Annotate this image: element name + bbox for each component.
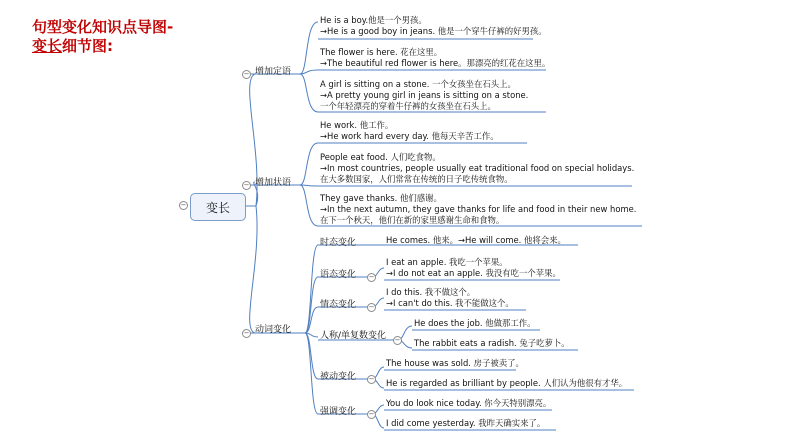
collapse-toggle-icon[interactable]: − [394,336,401,344]
leaf-passive-2: He is regarded as brilliant by people. 人们认为他很有才华。 [386,378,628,388]
leaf-emphasis-1: You do look nice today. 你今天特别漂亮。 [386,398,552,408]
leaf-adv-3: They gave thanks. 他们感谢。 →In the next autumn, they gave thanks for life and food in their new home. 在下一个秋天，他们在新的家里感谢生命和食物。 [320,193,637,226]
collapse-toggle-icon[interactable]: − [243,329,250,337]
collapse-toggle-icon[interactable]: − [243,181,250,189]
collapse-toggle-icon[interactable]: − [180,201,187,209]
root-node-biancang[interactable]: 变长 [190,193,246,221]
sub-modal[interactable]: 情态变化 [320,300,357,310]
leaf-voice: I eat an apple. 我吃一个苹果。 →I do not eat an apple. 我没有吃一个苹果。 [386,257,561,279]
leaf-person-1: He does the job. 他做那工作。 [414,318,536,328]
collapse-toggle-icon[interactable]: − [368,303,375,311]
leaf-attr-2: The flower is here. 花在这里。 →The beautiful red flower is here。那漂亮的红花在这里。 [320,47,551,69]
leaf-adv-2: People eat food. 人们吃食物。 →In most countries, people usually eat traditional food on special holidays. 在大多数国家，人们常常在传统的日子吃传统食物。 [320,152,635,185]
sub-passive[interactable]: 被动变化 [320,372,357,382]
leaf-emphasis-2: I did come yesterday. 我昨天确实来了。 [386,418,546,428]
branch-verb[interactable]: 动词变化 [255,325,292,335]
collapse-toggle-icon[interactable]: − [368,273,375,281]
leaf-modal: I do this. 我不做这个。 →I can't do this. 我不能做这个。 [386,287,514,309]
sub-tense[interactable]: 时态变化 [320,238,357,248]
title-rest: 细节图: [62,37,114,55]
collapse-toggle-icon[interactable]: − [243,70,250,78]
leaf-attr-1: He is a boy.他是一个男孩。 →He is a good boy in jeans. 他是一个穿牛仔裤的好男孩。 [320,15,547,37]
collapse-toggle-icon[interactable]: − [368,410,375,418]
title-line-1: 句型变化知识点导图- [32,18,174,36]
sub-person-number[interactable]: 人称/单复数变化 [320,331,387,341]
leaf-attr-3: A girl is sitting on a stone. 一个女孩坐在石头上。 →A pretty young girl in jeans is sitting on a stone. 一个年轻漂亮的穿着牛仔裤的女孩坐在石头上。 [320,79,529,112]
leaf-adv-1: He work. 他工作。 →He work hard every day. 他每天辛苦工作。 [320,120,499,142]
branch-attributive[interactable]: 增加定语 [255,67,292,77]
title-underlined: 变长 [32,37,63,55]
collapse-toggle-icon[interactable]: − [368,375,375,383]
leaf-passive-1: The house was sold. 房子被卖了。 [386,358,524,368]
sub-voice[interactable]: 语态变化 [320,270,357,280]
branch-adverbial[interactable]: 增加状语 [255,178,292,188]
sub-emphasis[interactable]: 强调变化 [320,407,357,417]
leaf-person-2: The rabbit eats a radish. 兔子吃萝卜。 [414,338,570,348]
leaf-tense-1: He comes. 他来。→He will come. 他将会来。 [386,235,566,245]
